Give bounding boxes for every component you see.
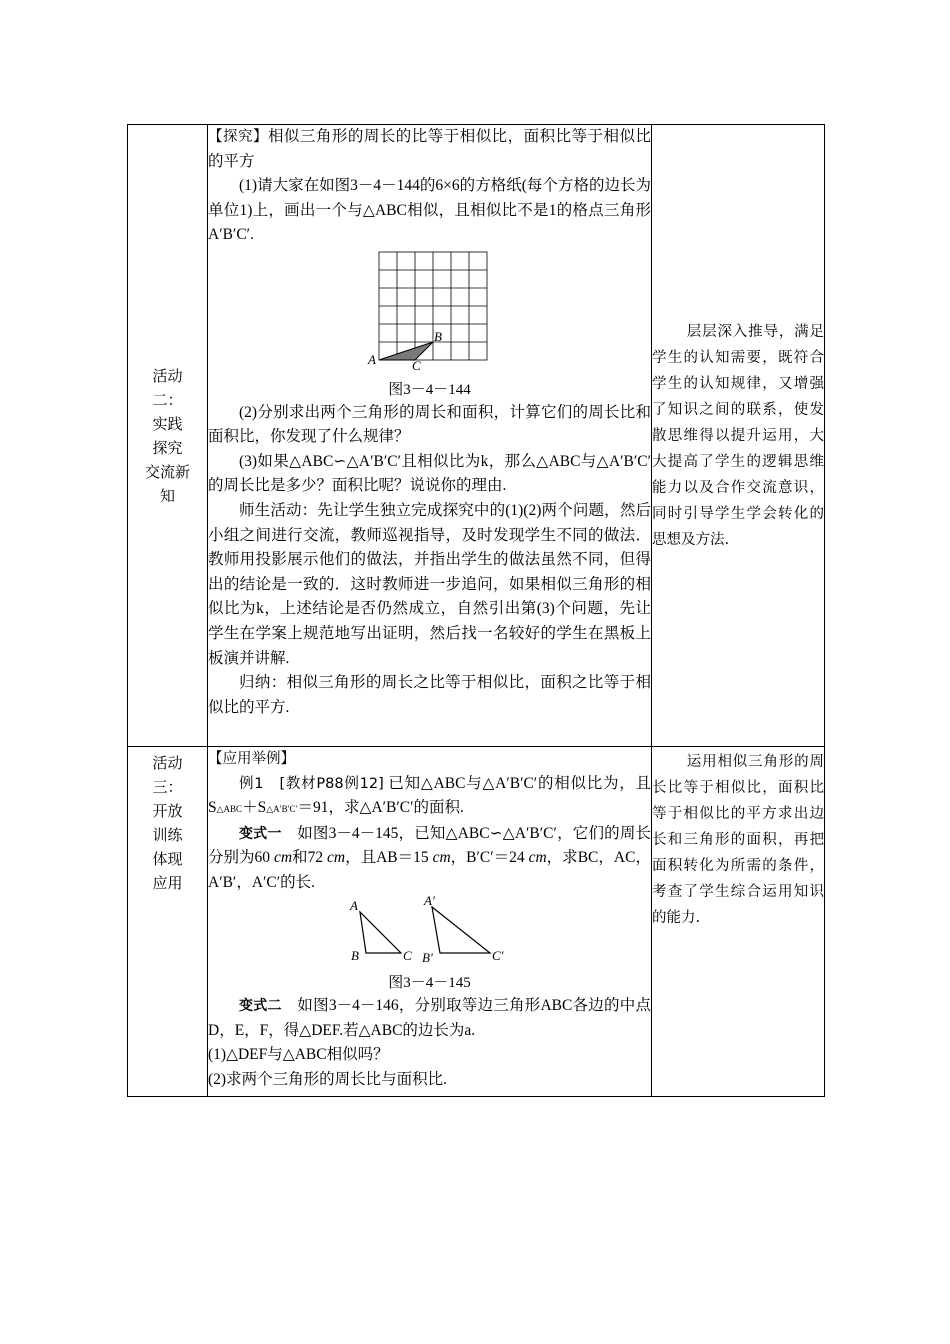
svg-text:C: C — [402, 947, 412, 963]
triangle-abc-small — [360, 912, 401, 953]
explore-heading: 【探究】相似三角形的周长的比等于相似比，面积比等于相似比的平方 — [208, 128, 652, 170]
activity-three-label: 活动 三： 开放 训练 体现 应用 — [128, 747, 208, 1097]
example-1: 例1 [教材P88例12] 已知△ABC与△A′B′C′的相似比为，且S△ABC＋S△A′B′C′＝91，求△A′B′C′的面积. — [208, 774, 651, 817]
variant-2-question-1: (1)△DEF与△ABC相似吗？ — [208, 1046, 389, 1064]
question-3: (3)如果△ABC∽△A′B′C′且相似比为k，那么△ABC与△A′B′C′的周长比是多少？面积比呢？说说你的理由. — [208, 452, 651, 495]
teacher-student-activity: 师生活动：先让学生独立完成探究中的(1)(2)两个问题，然后小组之间进行交流，教师巡视指导，及时发现学生不同的做法．教师用投影展示他们的做法，并指出学生的做法虽然不同，但得出的结论是一致的．这时教师进一步追问，如果相似三角形的相似比为k，上述结论是否仍然成立，自然引出第(3)个问题，先让学生在学案上规范地写出证明，然后找一名较好的学生在黑板上板演并讲解. — [208, 501, 651, 667]
design-note-two: 层层深入推导，满足学生的认知需要，既符合学生的认知规律，又增强了知识之间的联系，使发散思维得以提升运用，大大提高了学生的逻辑思维能力以及合作交流意识，同时引导学生学会转化的思想及方法. — [652, 125, 825, 747]
variant-2: 变式二 如图3－4－146，分别取等边三角形ABC各边的中点D，E，F，得△DEF.若△ABC的边长为a. — [208, 997, 652, 1039]
activity-two-label: 活动 二： 实践 探究 交流新 知 — [128, 125, 208, 747]
summary: 归纳：相似三角形的周长之比等于相似比，面积之比等于相似比的平方. — [208, 674, 651, 716]
svg-text:B: B — [350, 947, 359, 963]
figure-caption-145: 图3－4－145 — [388, 975, 471, 992]
activity-three-content — [208, 747, 652, 1097]
grid-diagram — [360, 248, 500, 370]
svg-text:C′: C′ — [491, 947, 504, 963]
figure-caption-144: 图3－4－144 — [388, 381, 471, 398]
svg-text:A: A — [349, 897, 358, 913]
question-2: (2)分别求出两个三角形的周长和面积，计算它们的周长比和面积比，你发现了什么规律？ — [208, 403, 651, 446]
variant-2-question-2: (2)求两个三角形的周长比与面积比. — [208, 1070, 447, 1088]
similar-triangles-figure — [208, 896, 651, 973]
activity-two-row — [128, 125, 825, 747]
activity-two-content — [208, 125, 652, 747]
triangle-abc — [379, 342, 433, 360]
apply-heading: 【应用举例】 — [208, 751, 295, 767]
activity-three-row — [128, 747, 825, 1097]
point-b-label: B — [433, 328, 442, 344]
svg-text:B′: B′ — [421, 949, 433, 964]
triangle-abc-large — [432, 907, 490, 953]
lesson-plan-table — [127, 124, 825, 1097]
svg-text:A′: A′ — [423, 895, 435, 908]
point-a-label: A — [367, 351, 376, 367]
design-note-three: 运用相似三角形的周长比等于相似比，面积比等于相似比的平方求出边长和三角形的面积，再把面积转化为所需的条件，考查了学生综合运用知识的能力. — [652, 747, 825, 1097]
grid-figure — [208, 248, 651, 379]
triangles-diagram — [345, 896, 515, 964]
variant-1: 变式一 如图3－4－145，已知△ABC∽△A′B′C′，它们的周长分别为60 cm和72 cm，且AB＝15 cm，B′C′＝24 cm，求BC，AC，A′B′，A′C′的长. — [208, 824, 652, 891]
point-c-label: C — [411, 357, 421, 370]
question-1: (1)请大家在如图3－4－144的6×6的方格纸(每个方格的边长为单位1)上，画出一个与△ABC相似，且相似比不是1的格点三角形A′B′C′. — [208, 177, 651, 244]
